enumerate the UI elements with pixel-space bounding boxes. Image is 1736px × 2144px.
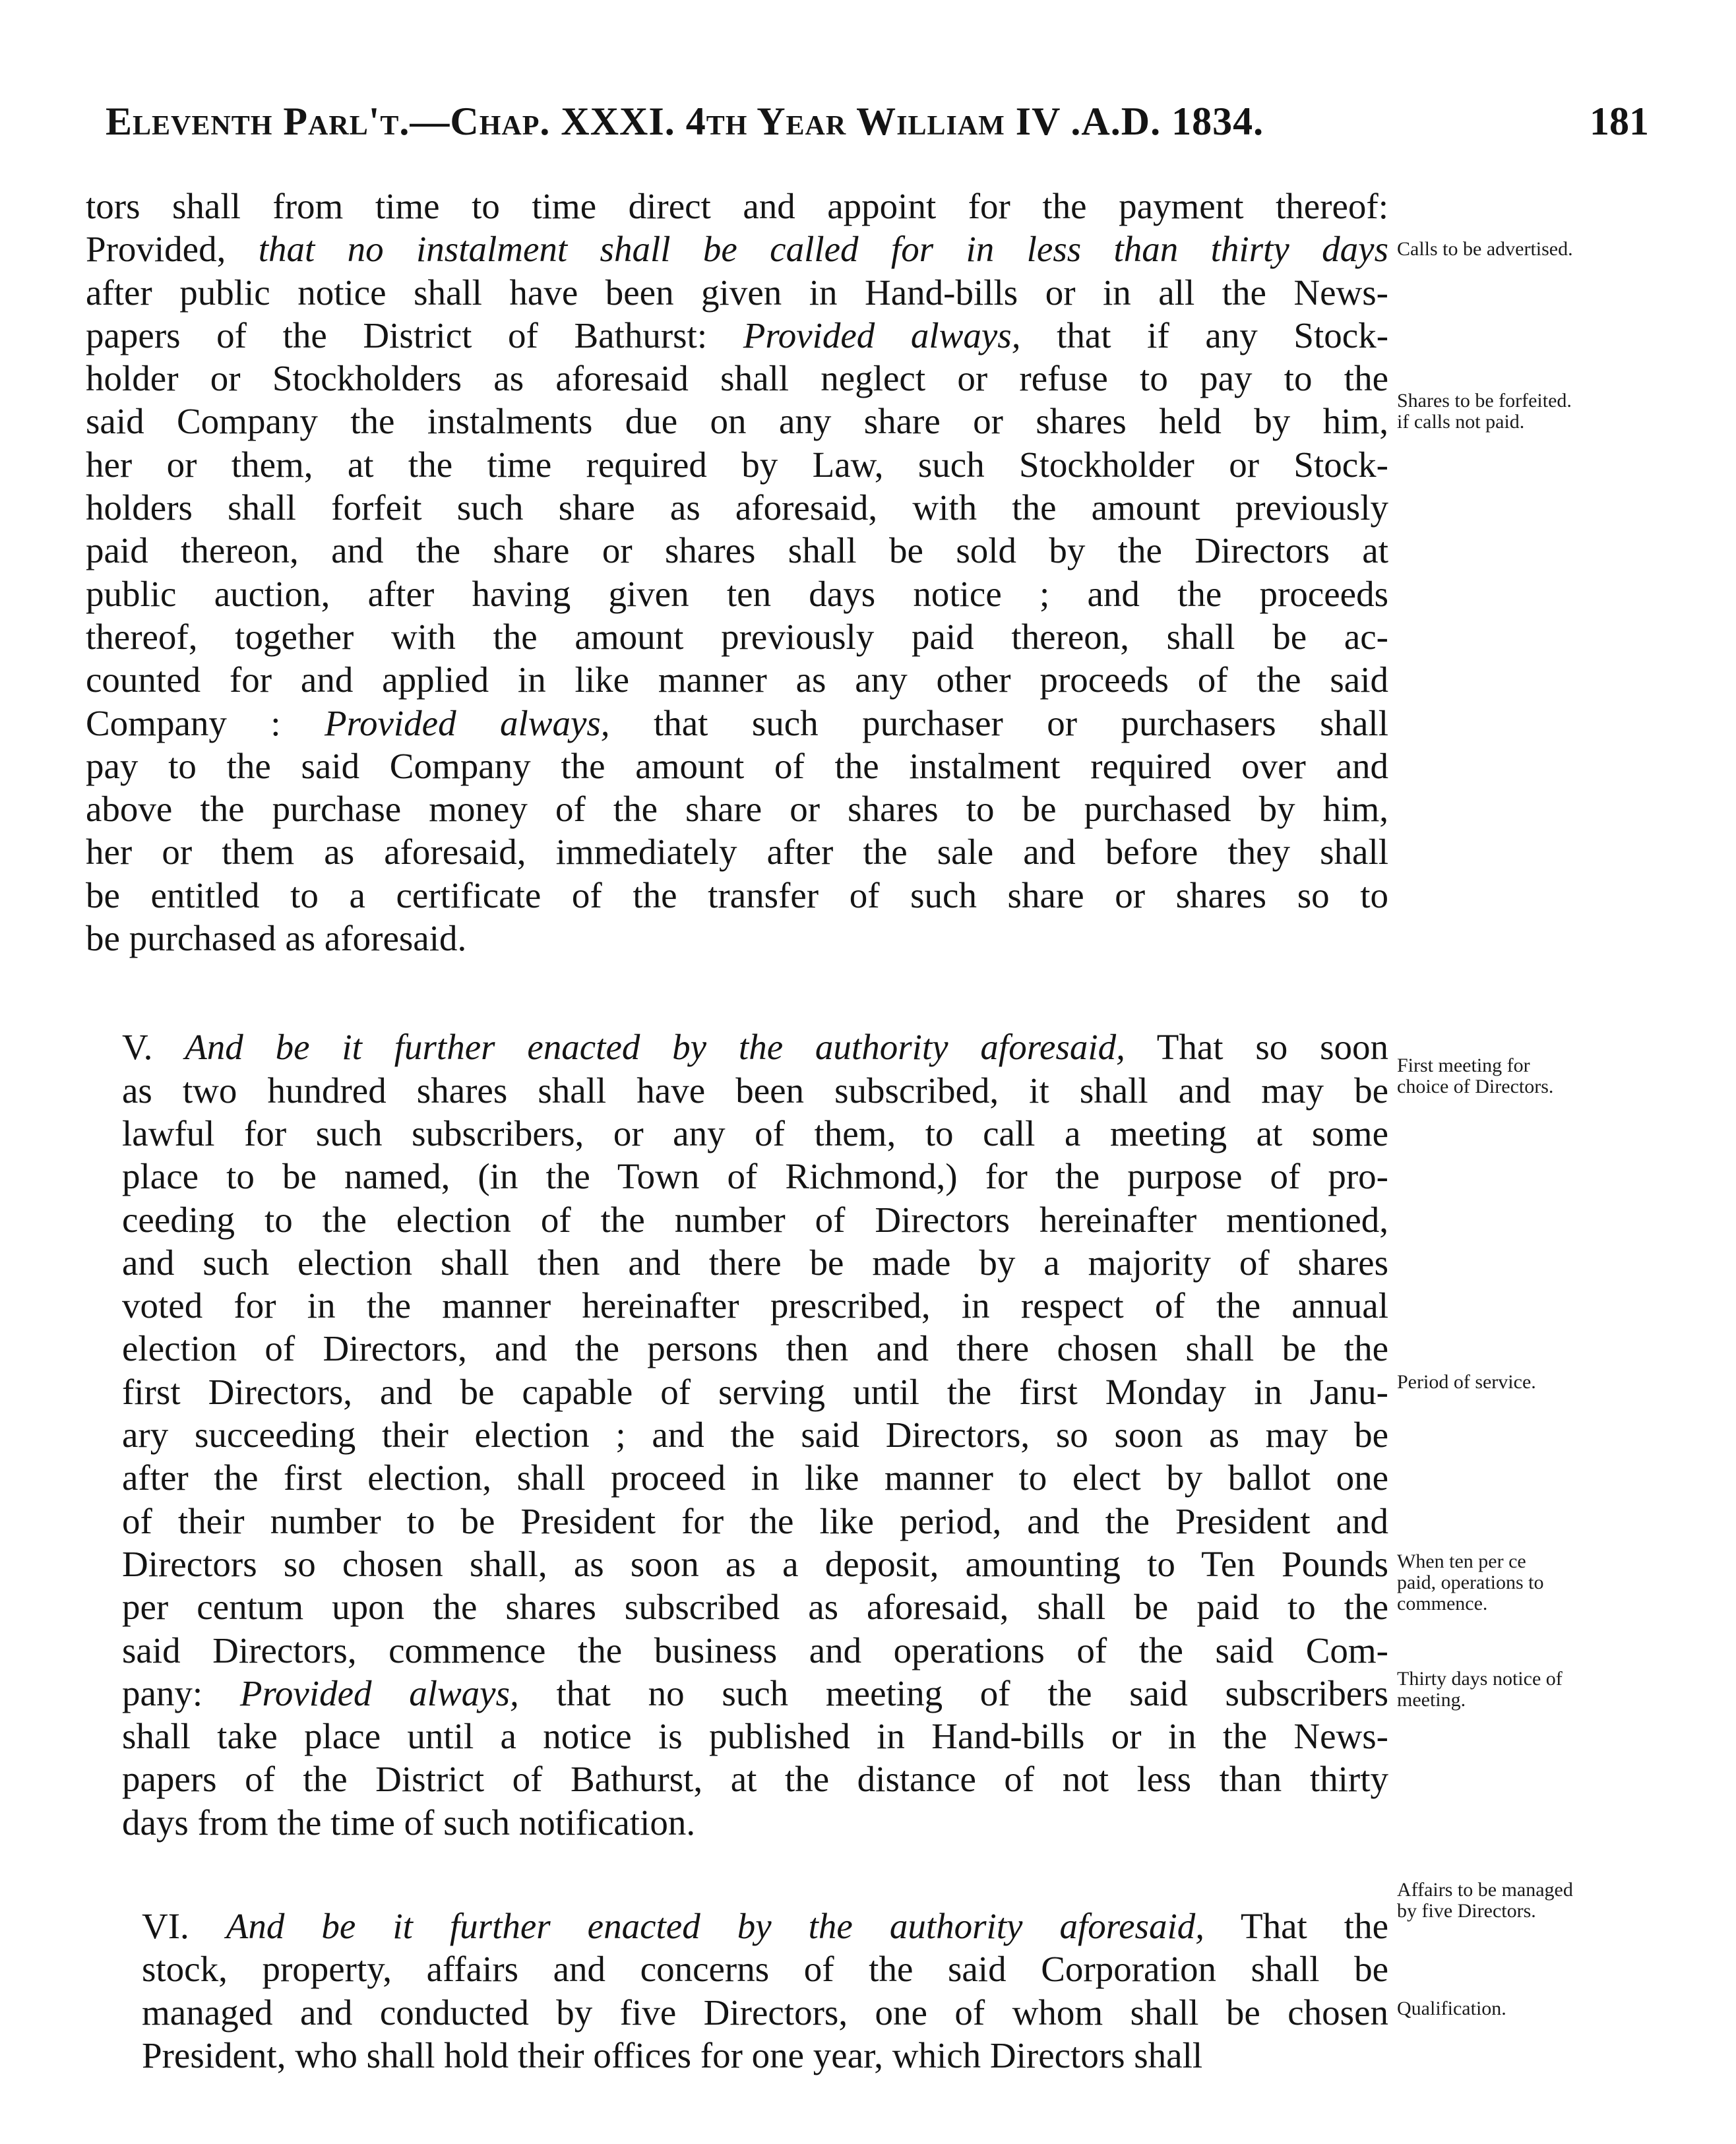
text-line: papers of the District of Bathurst: Provided always, that if any Stock- [86, 315, 1389, 355]
page-number: 181 [1590, 100, 1649, 143]
text-line: holders shall forfeit such share as aforesaid, with the amount previously [86, 487, 1388, 528]
text-line: ceeding to the election of the number of Directors hereinafter mentioned, [122, 1199, 1388, 1240]
text-line: place to be named, (in the Town of Richmond,) for the purpose of pro- [122, 1156, 1388, 1197]
margin-note-line: commence. [1397, 1593, 1488, 1614]
paragraph-section-iv-continued [86, 185, 1388, 960]
margin-note-line: Calls to be advertised. [1397, 238, 1573, 260]
margin-note-line: choice of Directors. [1397, 1076, 1554, 1097]
text-line: papers of the District of Bathurst, at the distance of not less than thirty [122, 1759, 1388, 1800]
text-line: after public notice shall have been given in Hand-bills or in all the News- [86, 272, 1388, 313]
text-line: be entitled to a certificate of the transfer of such share or shares so to [86, 874, 1388, 915]
margin-note-line: When ten per ce [1397, 1550, 1526, 1572]
text-line: and such election shall then and there be made by a majority of shares [122, 1242, 1388, 1283]
text-line: Directors so chosen shall, as soon as a deposit, amounting to Ten Pounds [122, 1543, 1388, 1584]
text-line: Provided, that no instalment shall be called for in less than thirty days [86, 229, 1388, 270]
text-line: above the purchase money of the share or shares to be purchased by him, [86, 789, 1388, 830]
text-line: of their number to be President for the like period, and the President and [122, 1500, 1388, 1541]
margin-note-line: by five Directors. [1397, 1900, 1536, 1922]
text-line: stock, property, affairs and concerns of the said Corporation shall be [142, 1949, 1388, 1990]
margin-note-line: Thirty days notice of [1397, 1668, 1563, 1690]
text-line: holder or Stockholders as aforesaid shall neglect or refuse to pay to the [86, 358, 1388, 399]
text-line: shall take place until a notice is published in Hand-bills or in the News- [122, 1716, 1388, 1757]
margin-note-line: Shares to be forfeited. [1397, 390, 1572, 412]
text-line: her or them as aforesaid, immediately after the sale and before they shall [86, 832, 1388, 873]
margin-note-line: Qualification. [1397, 1998, 1506, 2019]
text-line: Company : Provided always, that such purchaser or purchasers shall [86, 702, 1388, 743]
text-line: paid thereon, and the share or shares shall be sold by the Directors at [86, 530, 1388, 571]
text-line: counted for and applied in like manner as any other proceeds of the said [86, 659, 1388, 700]
text-line: pany: Provided always, that no such meeting of the said subscribers [122, 1672, 1388, 1713]
text-line: lawful for such subscribers, or any of them, to call a meeting at some [122, 1113, 1388, 1153]
margin-note-line: paid, operations to [1397, 1572, 1544, 1593]
text-line: managed and conducted by five Directors, one of whom shall be chosen [142, 1992, 1388, 2033]
text-line: be purchased as aforesaid. [86, 918, 467, 959]
margin-note-first-meeting [1397, 1055, 1553, 1097]
text-line: ary succeeding their election ; and the said Directors, so soon as may be [122, 1415, 1388, 1455]
margin-note-qualification [1397, 1998, 1506, 2019]
text-line: public auction, after having given ten days notice ; and the proceeds [86, 573, 1388, 614]
text-line: President, who shall hold their offices for one year, which Directors shall [142, 2035, 1203, 2075]
text-line: V. And be it further enacted by the authority aforesaid, That so soon [122, 1027, 1388, 1068]
text-line: first Directors, and be capable of serving until the first Monday in Janu- [122, 1371, 1388, 1412]
margin-note-line: if calls not paid. [1397, 411, 1525, 433]
margin-note-thirty-days-notice [1397, 1669, 1563, 1711]
page-header [106, 99, 1649, 171]
text-line: per centum upon the shares subscribed as aforesaid, shall be paid to the [122, 1587, 1388, 1628]
text-line: said Company the instalments due on any share or shares held by him, [86, 401, 1388, 442]
text-line: pay to the said Company the amount of the instalment required over and [86, 745, 1388, 786]
text-line: voted for in the manner hereinafter prescribed, in respect of the annual [122, 1285, 1388, 1326]
margin-note-shares-forfeited [1397, 390, 1572, 433]
text-line: VI. And be it further enacted by the authority aforesaid, That the [142, 1905, 1388, 1946]
margin-note-line: Period of service. [1397, 1371, 1536, 1393]
text-line: thereof, together with the amount previously paid thereon, shall be ac- [86, 616, 1388, 657]
main-text [86, 185, 1388, 2077]
margin-note-period-of-service [1397, 1372, 1536, 1393]
margin-note-line: First meeting for [1397, 1055, 1530, 1076]
margin-note-affairs-managed [1397, 1880, 1573, 1922]
text-line: election of Directors, and the persons then and there chosen shall be the [122, 1328, 1388, 1369]
text-line: said Directors, commence the business and operations of the said Com- [122, 1630, 1388, 1670]
margin-note-calls-advertised [1397, 239, 1573, 260]
running-title: Eleventh Parl't.—Chap. XXXI. 4th Year William IV .A.D. 1834. [106, 100, 1264, 143]
text-line: after the first election, shall proceed in like manner to elect by ballot one [122, 1457, 1388, 1498]
margin-note-line: meeting. [1397, 1689, 1466, 1711]
paragraph-section-v [86, 1026, 1388, 1844]
text-line: her or them, at the time required by Law, such Stockholder or Stock- [86, 444, 1388, 485]
margin-note-line: Affairs to be managed [1397, 1879, 1573, 1901]
margin-note-ten-per-cent [1397, 1551, 1543, 1614]
text-line: as two hundred shares shall have been subscribed, it shall and may be [122, 1070, 1388, 1111]
text-line: days from the time of such notification. [122, 1802, 696, 1843]
text-line: tors shall from time to time direct and appoint for the payment thereof: [86, 186, 1388, 226]
paragraph-section-vi [86, 1905, 1388, 2077]
